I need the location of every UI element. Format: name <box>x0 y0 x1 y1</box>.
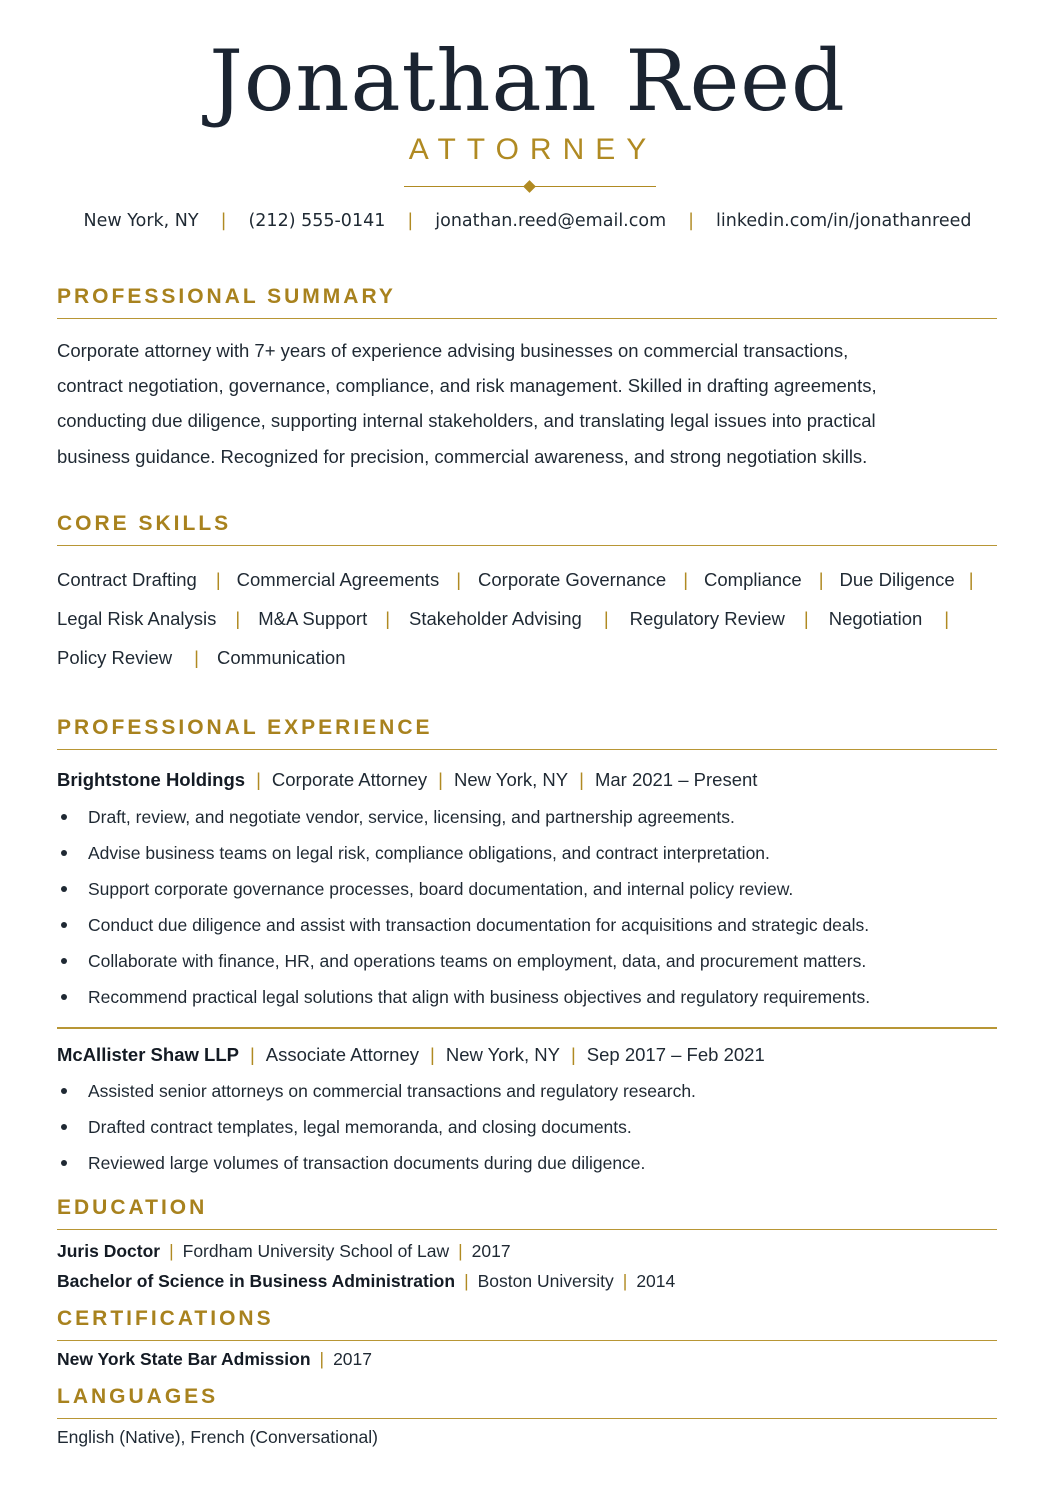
skill-item: Regulatory Review <box>629 608 785 629</box>
skill-item: Communication <box>216 647 346 668</box>
list-item: Draft, review, and negotiate vendor, service, licensing, and partnership agreements. <box>57 799 997 835</box>
skill-item: Stakeholder Advising <box>409 608 582 629</box>
contact-bar <box>0 208 1055 234</box>
skill-separator: | <box>603 608 609 629</box>
list-item: Drafted contract templates, legal memoranda, and closing documents. <box>57 1109 997 1145</box>
skill-item: M&A Support <box>258 608 368 629</box>
job-location: New York, NY <box>445 1044 560 1065</box>
certification-item <box>57 1346 997 1372</box>
education-separator: | <box>169 1241 174 1261</box>
skill-item: Corporate Governance <box>478 569 667 590</box>
contact-phone: (212) 555-0141 <box>248 211 386 231</box>
skill-item: Compliance <box>704 569 802 590</box>
education-degree: Bachelor of Science in Business Administration <box>57 1271 456 1291</box>
job-header <box>57 767 997 793</box>
contact-location: New York, NY <box>83 211 199 231</box>
section-heading-skills: CORE SKILLS <box>57 509 997 546</box>
certification-year: 2017 <box>333 1349 372 1369</box>
section-heading-languages: LANGUAGES <box>57 1382 997 1419</box>
certification-name: New York State Bar Admission <box>57 1349 311 1369</box>
contact-email[interactable]: jonathan.reed@email.com <box>435 211 667 231</box>
skill-separator: | <box>683 569 689 590</box>
job-dates: Mar 2021 – Present <box>594 769 758 790</box>
job-separator: | <box>570 1044 576 1065</box>
list-item: Assisted senior attorneys on commercial transactions and regulatory research. <box>57 1073 997 1109</box>
education-separator: | <box>464 1271 469 1291</box>
candidate-name: Jonathan Reed <box>209 32 846 130</box>
list-item: Support corporate governance processes, board documentation, and internal policy review. <box>57 871 997 907</box>
section-heading-certifications: CERTIFICATIONS <box>57 1304 997 1341</box>
job-bullets <box>57 799 997 1015</box>
skill-separator: | <box>456 569 462 590</box>
job-company: McAllister Shaw LLP <box>57 1044 239 1065</box>
diamond-ornament-icon <box>523 180 536 193</box>
certification-separator: | <box>319 1349 325 1369</box>
summary-line: contract negotiation, governance, compliance, and risk management. Skilled in drafting agreements, <box>57 375 877 397</box>
education-separator: | <box>622 1271 628 1291</box>
summary-text <box>57 333 977 474</box>
list-item: Conduct due diligence and assist with transaction documentation for acquisitions and strategic deals. <box>57 907 997 943</box>
job-role: Corporate Attorney <box>271 769 428 790</box>
contact-linkedin[interactable]: linkedin.com/in/jonathanreed <box>716 211 972 231</box>
skill-item: Commercial Agreements <box>236 569 440 590</box>
section-heading-experience: PROFESSIONAL EXPERIENCE <box>57 713 997 750</box>
job-separator: | <box>579 769 584 790</box>
job-separator: | <box>249 1044 255 1065</box>
skill-separator: | <box>803 608 809 629</box>
skill-separator: | <box>944 608 950 629</box>
list-item: Reviewed large volumes of transaction documents during due diligence. <box>57 1145 997 1181</box>
list-item: Advise business teams on legal risk, compliance obligations, and contract interpretation. <box>57 835 997 871</box>
list-item: Collaborate with finance, HR, and operations teams on employment, data, and procurement matters. <box>57 943 997 979</box>
job-bullets <box>57 1073 997 1181</box>
skills-row <box>57 606 997 632</box>
list-item: Recommend practical legal solutions that align with business objectives and regulatory requirements. <box>57 979 997 1015</box>
job-role: Associate Attorney <box>265 1044 420 1065</box>
job-separator: | <box>430 1044 435 1065</box>
contact-separator: | <box>220 211 227 231</box>
education-year: 2014 <box>636 1271 676 1291</box>
job-separator: | <box>438 769 443 790</box>
job-header <box>57 1042 997 1068</box>
skill-separator: | <box>194 647 199 668</box>
contact-separator: | <box>688 211 695 231</box>
skill-separator: | <box>235 608 241 629</box>
skill-item: Contract Drafting <box>57 569 197 590</box>
skill-item: Policy Review <box>57 647 173 668</box>
skill-separator: | <box>818 569 824 590</box>
skills-row <box>57 645 997 671</box>
summary-line: Corporate attorney with 7+ years of experience advising businesses on commercial transactions, <box>57 340 849 361</box>
job-location: New York, NY <box>453 769 569 790</box>
summary-line: conducting due diligence, supporting internal stakeholders, and translating legal issues into practical <box>57 410 876 432</box>
skill-separator: | <box>385 608 391 629</box>
section-heading-summary: PROFESSIONAL SUMMARY <box>57 282 997 319</box>
skill-item: Due Diligence <box>839 569 955 590</box>
education-year: 2017 <box>471 1241 511 1261</box>
education-separator: | <box>458 1241 463 1261</box>
summary-line: business guidance. Recognized for precision, commercial awareness, and strong negotiation skills. <box>57 445 868 467</box>
job-separator: | <box>256 769 261 790</box>
education-school: Boston University <box>477 1271 614 1291</box>
skill-separator: | <box>968 569 974 590</box>
education-item <box>57 1238 997 1264</box>
skill-item: Negotiation <box>828 608 923 629</box>
job-dates: Sep 2017 – Feb 2021 <box>586 1044 765 1065</box>
skill-separator: | <box>215 569 221 590</box>
skill-item: Legal Risk Analysis <box>57 608 217 629</box>
contact-separator: | <box>407 211 414 231</box>
education-degree: Juris Doctor <box>57 1241 161 1261</box>
job-company: Brightstone Holdings <box>57 769 246 790</box>
skills-row <box>57 567 997 593</box>
education-school: Fordham University School of Law <box>182 1241 450 1261</box>
section-heading-education: EDUCATION <box>57 1193 997 1230</box>
job-title: ATTORNEY <box>408 133 658 166</box>
languages-text: English (Native), French (Conversational) <box>57 1427 378 1447</box>
job-divider <box>57 1027 997 1029</box>
education-item <box>57 1268 997 1294</box>
